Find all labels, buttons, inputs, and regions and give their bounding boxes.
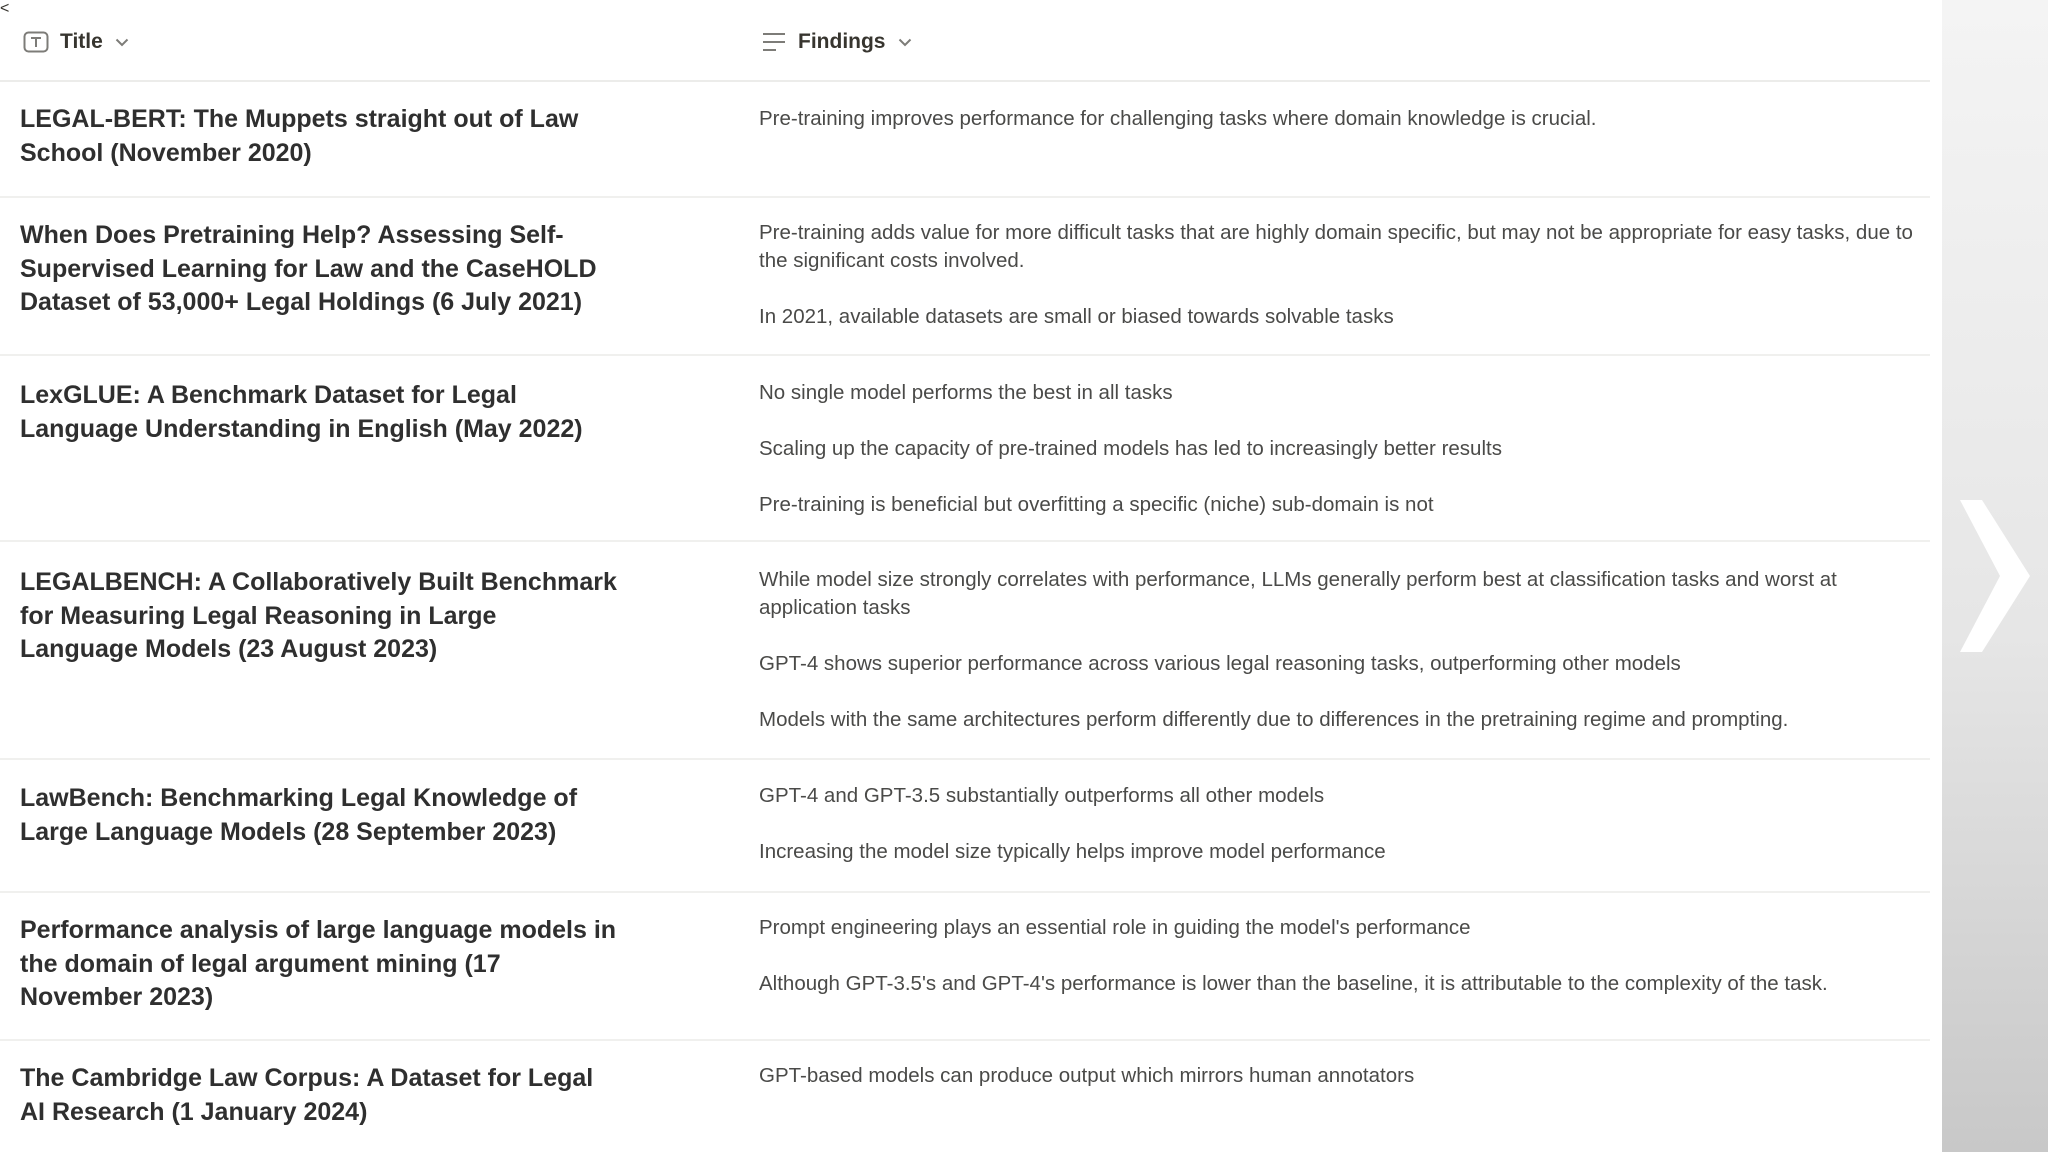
finding-text: GPT-based models can produce output which mirrors human annotators — [759, 1064, 1415, 1087]
finding-text: Although GPT-3.5's and GPT-4's performance is lower than the baseline, it is attributable to the complexity of the task. — [759, 972, 1828, 995]
column-header-title-label: Title — [60, 30, 103, 53]
finding-text: Pre-training adds value for more difficult tasks that are highly domain specific, but may not be appropriate for easy tasks, due to the significant costs involved. — [759, 221, 1913, 272]
row-title: LawBench: Benchmarking Legal Knowledge of Large Language Models (28 September 2023) — [20, 784, 578, 846]
chevron-right-icon — [1960, 500, 2030, 652]
row-title: Performance analysis of large language models in the domain of legal argument mining (17 November 2023) — [20, 916, 617, 1011]
finding-text: Models with the same architectures perform differently due to differences in the pretraining regime and prompting. — [759, 708, 1789, 731]
column-header-findings-label: Findings — [798, 30, 886, 53]
row-title: The Cambridge Law Corpus: A Dataset for Legal AI Research (1 January 2024) — [20, 1064, 594, 1126]
row-title: LEGALBENCH: A Collaboratively Built Benchmark for Measuring Legal Reasoning in Large Language Models (23 August 2023) — [20, 568, 617, 663]
finding-text: Pre-training is beneficial but overfitting a specific (niche) sub-domain is not — [759, 493, 1434, 516]
finding-text: Pre-training improves performance for challenging tasks where domain knowledge is crucial. — [759, 107, 1597, 130]
finding-text: Increasing the model size typically helps improve model performance — [759, 840, 1386, 863]
finding-text: While model size strongly correlates with performance, LLMs generally perform best at classification tasks and worst at application tasks — [759, 568, 1837, 619]
row-findings — [759, 1062, 1919, 1090]
next-slide-button[interactable] — [1960, 500, 2030, 652]
finding-text: Prompt engineering plays an essential role in guiding the model's performance — [759, 916, 1471, 939]
finding-text: Scaling up the capacity of pre-trained models has led to increasingly better results — [759, 437, 1502, 460]
finding-text: No single model performs the best in all tasks — [759, 381, 1173, 404]
finding-text: GPT-4 shows superior performance across various legal reasoning tasks, outperforming other models — [759, 652, 1681, 675]
row-title: When Does Pretraining Help? Assessing Self-Supervised Learning for Law and the CaseHOLD Dataset of 53,000+ Legal Holdings (6 July 2021) — [20, 221, 597, 316]
row-title: LexGLUE: A Benchmark Dataset for Legal Language Understanding in English (May 2022) — [20, 381, 583, 443]
finding-text: In 2021, available datasets are small or biased towards solvable tasks — [759, 305, 1394, 328]
database-table: Title Findings LEGAL-BERT: The Muppets straight out of Law School (November 2020) Pre-training improves performance for challenging tasks where domain knowledge is crucial. When Does Pretraining Help? Assessing Self-Supervised Learning for Law and the CaseHOLD Dataset of 53,000+ Legal Holdings (6 July 2021) Pre-training adds value for more difficult tasks that are highly domain specific, but may not be appropriate for easy tasks, due to the significant costs involved. In 2021, available datasets are small or biased towards solvable tasks LexGLUE: A Benchmark Dataset for Legal Language Understanding in English (May 2022) No single model performs the best in all tasks Scaling up the capacity of pre-trained models has led to increasingly better results Pre-training is beneficial but overfitting a specific (niche) sub-domain is not LEGALBENCH: A Collaboratively Built Benchmark for Measuring Legal Reasoning in Large Language Models (23 August 2023) While model size strongly correlates with performance, LLMs generally perform best at classification tasks and worst at application tasks GPT-4 shows superior performance across various legal reasoning tasks, outperforming other models Models with the same architectures perform differently due to differences in the pretraining regime and prompting. < LawBench: Benchmarking Legal Knowledge of Large Language Models (28 September 2023) GPT-4 and GPT-3.5 substantially outperforms all other models Increasing the model size typically helps improve model performance Performance analysis of large language models in the domain of legal argument mining (17 November 2023) Prompt engineering plays an essential role in guiding the model's performance Although GPT-3.5's and GPT-4's performance is lower than the baseline, it is attributable to the complexity of the task. The Cambridge Law Corpus: A Dataset for Legal AI Research (1 January 2024) GPT-based models can produce output which mirrors human annotators — [0, 0, 1942, 1152]
finding-text: GPT-4 and GPT-3.5 substantially outperforms all other models — [759, 784, 1325, 807]
row-title: LEGAL-BERT: The Muppets straight out of Law School (November 2020) — [20, 105, 579, 167]
